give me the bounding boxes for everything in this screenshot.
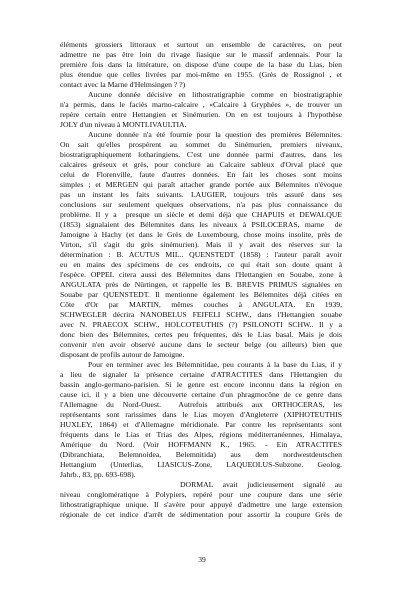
text-line: Amérique du Nord. (Voir HOFFMANN K., 1965. - Ein ATRACTITES xyxy=(60,440,342,449)
text-line: disposant de profils autour de Jamoigne. xyxy=(60,350,185,359)
text-line: On sait qu'elles prospèrent au sommet du Sinémurien, premiers niveaux, xyxy=(60,140,342,149)
text-line: avec N. PRAECOX SCHW., HOLCOTEUTHIS (?) PSILONOTI SCHW.. Il y a xyxy=(60,320,342,329)
text-line: calcaires gréseux et grès, pour conclure au Calcaire sableux d'Orval placé que xyxy=(60,160,342,169)
text-line: pas un instant les faits suivants. LAUGIER, toujours très assuré dans ses xyxy=(60,190,342,199)
text-line: plus étendue que celles livrées par moi-même en 1955. (Grès de Rossignol , et xyxy=(60,70,342,79)
text-line: a lieu de signaler la présence certaine d'ATRACTITES dans l'Hettangien du xyxy=(60,370,342,379)
text-line: repère certain entre Hettangien et Sinémurien. On en est toujours à l'hypothèse xyxy=(60,110,342,119)
text-line: contact avec la Marne d'Helmsingen ? ?) xyxy=(60,80,186,89)
text-line: Souabe par QUENSTEDT. Il mentionne également les Bélemnites déjà citées en xyxy=(60,290,342,299)
text-line: celui de Florenville, faute d'autres données. En fait les choses sont moins xyxy=(60,170,342,179)
text-line: eu en mains des spécimens de ces endroits, ce qui était son doute quant à xyxy=(60,260,342,269)
text-line: admettre ne pas être loin du rivage liasique sur le massif ardennais. Pour la xyxy=(60,50,342,59)
text-line: HUXLEY, 1864) et d'Allemagne méridionale. Par contre les représentants sont xyxy=(60,420,342,429)
page-number: 39 xyxy=(198,555,206,564)
text-line: n'a permis, dans le faciès marno-calcaire , «Calcaire à Gryphées », de trouver un xyxy=(60,100,342,109)
text-line: conclusions sur seulement quelques observations, n'a pas plus connaissance du xyxy=(60,200,342,209)
text-line: Jahrb., 83, pp. 693-698). xyxy=(60,470,136,479)
text-line: convenir n'en avoir observé aucune dans le secteur belge (ou ailleurs) bien que xyxy=(60,340,342,349)
text-line: simples ; et MERGEN qui paraît attacher grande portée aux Bélemnites n'évoque xyxy=(60,180,342,189)
text-line: Aucune donnée n'a été fournie pour la question des premières Bélemnites. xyxy=(88,130,342,139)
text-line: régionale de cet indice d'arrêt de sédimentation pour assortir la coupure Grès de xyxy=(60,510,342,519)
text-line: (1853) signalaient des Bélemnites dans les niveaux à PSILOCERAS, marne de xyxy=(60,220,342,229)
text-line: bassin anglo-germano-parisien. Si le genre est encore inconnu dans la région en xyxy=(60,380,342,389)
text-line: SCHWEGLER décrira NANOBELUS FEIFELI SCHW., dans l'Hettangien souabe xyxy=(60,310,342,319)
text-line: DORMAL avait judicieusement signalé au xyxy=(180,480,342,489)
text-line: Virton, s'il s'agit du grès sinémurien). Mais il y avait des réserves sur la xyxy=(60,240,342,249)
text-line: Hettangium (Unterlias, LIASICUS-Zone, LAQUEOLUS-Subzone. Geolog. xyxy=(60,460,342,469)
text-line: Côte d'Or par MARTIN, mêmes couches à ANGULATA. En 1939, xyxy=(60,300,342,309)
text-line: cause ici, il y a bien une découverte certaine d'un phragmocône de ce genre dans xyxy=(60,390,342,399)
text-line: Aucune donnée décisive en lithostratigraphie comme en biostratigraphie xyxy=(88,90,342,99)
text-line: JOLY d'un niveau à MONTLIVAULTIA. xyxy=(60,120,187,129)
text-line: première fois dans la littérature, on dispose d'une coupe de la base du Lias, bien xyxy=(60,60,342,69)
text-line: représentants sont rarissimes dans le Lias moyen d'Angleterre (XIPHOTEUTHIS xyxy=(60,410,342,419)
text-line: problème. Il y a presque un siècle et demi déjà que CHAPUIS et DEWALQUE xyxy=(60,210,342,219)
text-line: niveau conglomératique à Polypiers, repéré pour une coupure dans une série xyxy=(60,490,342,499)
text-line: biostratigraphiquement lotharingiens. C'est une donnée parmi d'autres, dans les xyxy=(60,150,342,159)
text-line: fréquents dans le Lias et Trias des Alpes, régions méditerranéennes, Himalaya, xyxy=(60,430,342,439)
text-line: détermination : B. ACUTUS MIL.. QUENSTEDT (1858) : l'auteur paraît avoir xyxy=(60,250,342,259)
text-line: l'espèce. OPPEL citera aussi des Bélemnites dans l'Hettangien en Souabe, zone à xyxy=(60,270,342,279)
text-line: donc bien des Bélemnites, certes peu fréquentes, dès le Lias basal. Mais je dois xyxy=(60,330,342,339)
text-line: lithostratigraphique unique. Il s'avère pour appuyé d'admettre une large extension xyxy=(60,500,342,509)
text-line: l'Allemagne du Nord-Ouest. Autrefois attribués aux ORTHOCERAS, les xyxy=(60,400,342,409)
text-line: ANGULATA près de Nürtingen, et rappelle les B. BREVIS PRIMUS signalées en xyxy=(60,280,342,289)
text-line: (Dibranchiata, Belemnoidea, Belemnitida) aus dem nordwestdeutschen xyxy=(60,450,342,459)
text-line: éléments grossiers littoraux et surtout un ensemble de caractères, on peut xyxy=(60,40,342,49)
text-line: Pour en terminer avec les Bélemnitidae, peu courants à la base du Lias, il y xyxy=(88,360,342,369)
text-line: Jamoigne à Hachy (et dans le Grès de Luxembourg, chose moins insolite, près de xyxy=(60,230,342,239)
